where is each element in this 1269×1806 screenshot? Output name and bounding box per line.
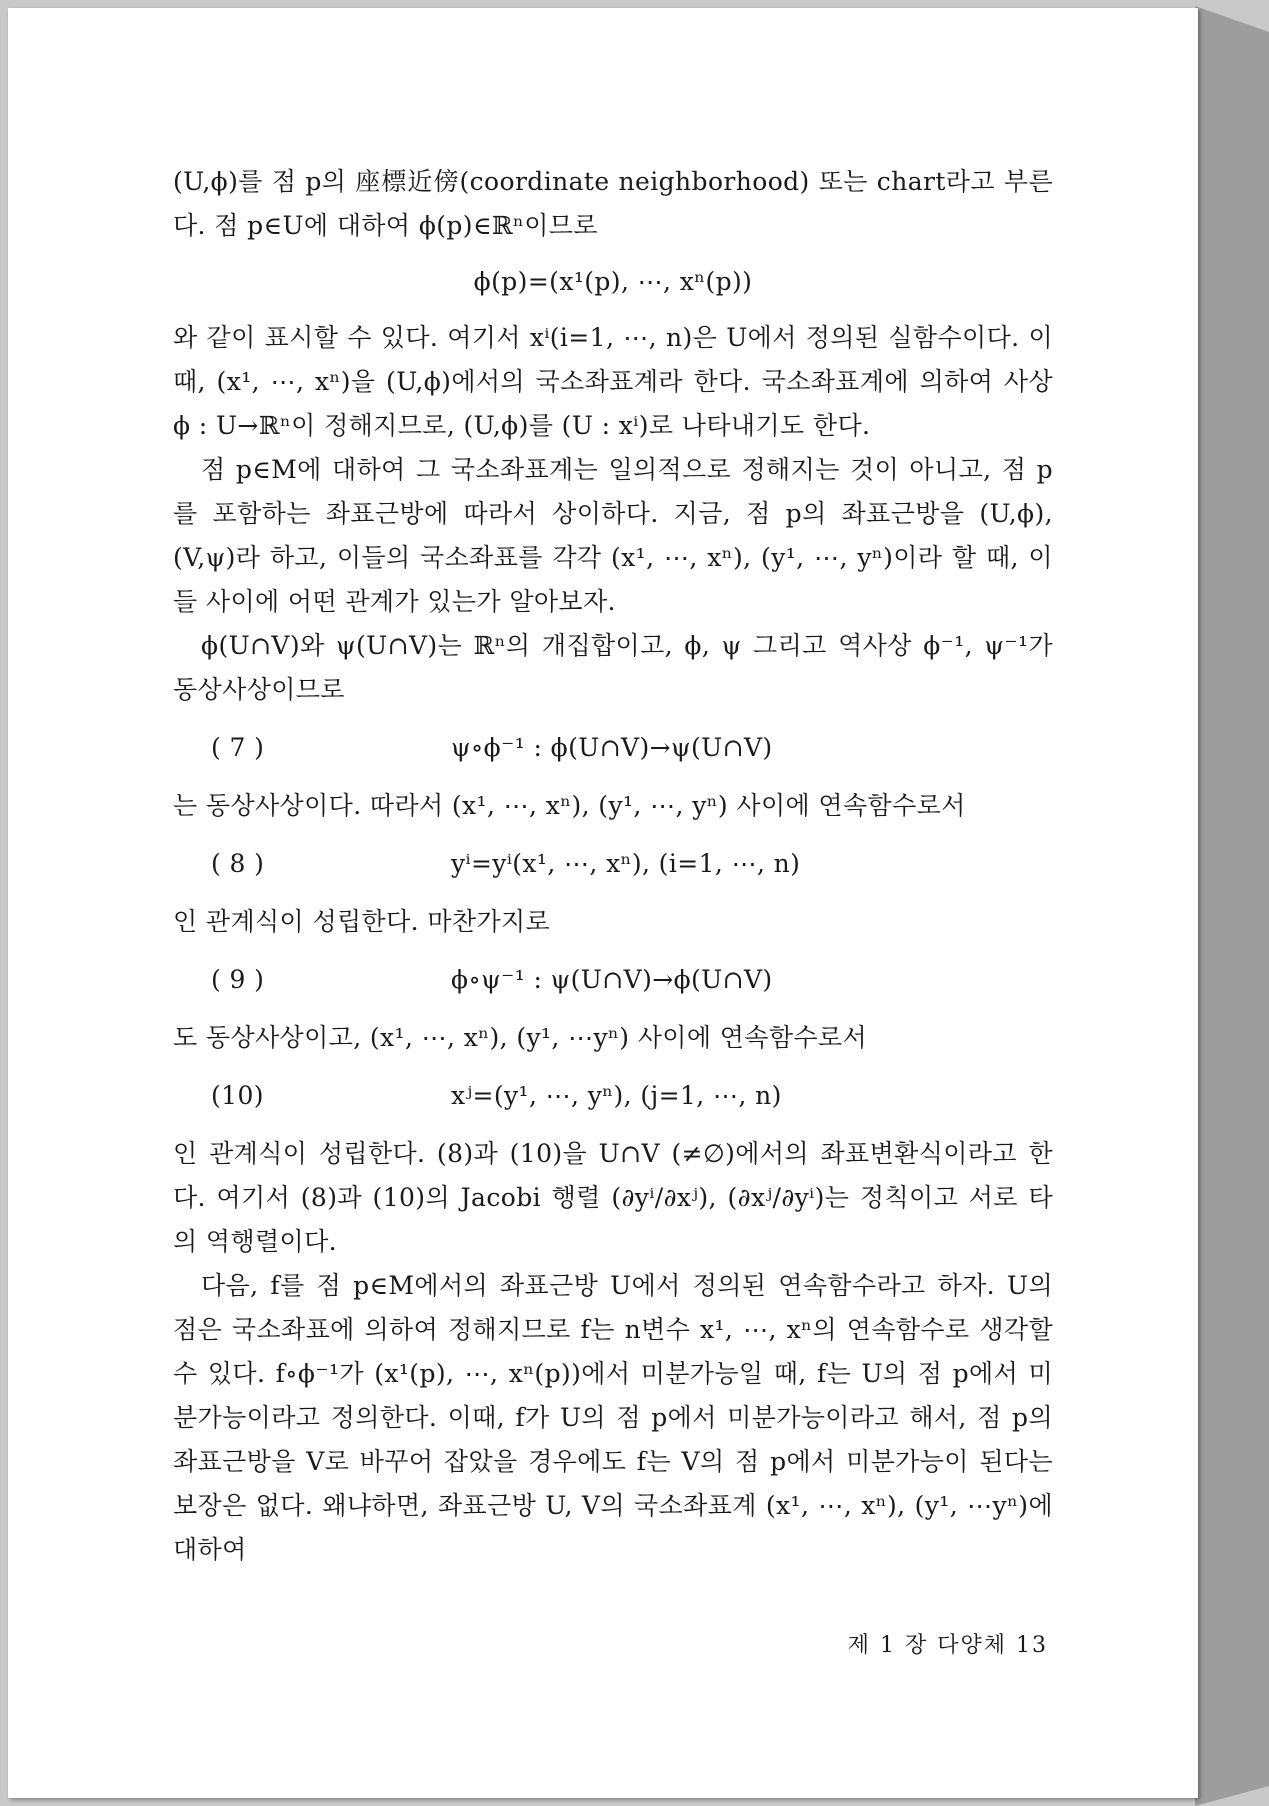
book-page xyxy=(8,8,1198,1798)
page-body xyxy=(173,160,1053,1572)
paragraph-local-coordinates: 와 같이 표시할 수 있다. 여기서 xⁱ(i=1, ⋯, n)은 U에서 정의된 실함수이다. 이때, (x¹, ⋯, xⁿ)을 (U,ϕ)에서의 국소좌표계라 한다. 국소좌표계에 의하여 사상 ϕ : U→ℝⁿ이 정해지므로, (U,ϕ)를 (U : xⁱ)로 나타내기도 한다. xyxy=(173,323,1053,440)
book-side-edge xyxy=(1195,6,1269,1806)
paragraph-differentiability: 다음, f를 점 p∈M에서의 좌표근방 U에서 정의된 연속함수라고 하자. U의 점은 국소좌표에 의하여 정해지므로 f는 n변수 x¹, ⋯, xⁿ의 연속함수로 생각할 수 있다. f∘ϕ⁻¹가 (x¹(p), ⋯, xⁿ(p))에서 미분가능일 때, f는 U의 점 p에서 미분가능이라고 정의한다. 이때, f가 U의 점 p에서 미분가능이라고 해서, 점 p의 좌표근방을 V로 바꾸어 잡았을 경우에도 f는 V의 점 p에서 미분가능이 된다는 보장은 없다. 왜냐하면, 좌표근방 U, V의 국소좌표계 (x¹, ⋯, xⁿ), (y¹, ⋯yⁿ)에 대하여 xyxy=(173,1271,1053,1564)
paragraph-after-eq9: 도 동상사상이고, (x¹, ⋯, xⁿ), (y¹, ⋯yⁿ) 사이에 연속함수로서 xyxy=(173,1023,868,1052)
paragraph-coordinate-transformation: 인 관계식이 성립한다. (8)과 (10)을 U∩V (≠∅)에서의 좌표변환식이라고 한다. 여기서 (8)과 (10)의 Jacobi 행렬 (∂yⁱ/∂xʲ), (∂xʲ/∂yⁱ)는 정칙이고 서로 타의 역행렬이다. xyxy=(173,1139,1053,1256)
page-footer: 제 1 장 다양체 13 xyxy=(847,1633,1048,1658)
equation-10 xyxy=(173,1074,1053,1118)
equation-number: ( 8 ) xyxy=(211,849,265,878)
equation-number: ( 9 ) xyxy=(211,965,265,994)
equation-body: yⁱ=yⁱ(x¹, ⋯, xⁿ), (i=1, ⋯, n) xyxy=(451,849,801,878)
paragraph-after-eq7: 는 동상사상이다. 따라서 (x¹, ⋯, xⁿ), (y¹, ⋯, yⁿ) 사이에 연속함수로서 xyxy=(173,791,966,820)
paragraph-open-sets: ϕ(U∩V)와 ψ(U∩V)는 ℝⁿ의 개집합이고, ϕ, ψ 그리고 역사상 ϕ⁻¹, ψ⁻¹가 동상사상이므로 xyxy=(173,631,1053,704)
equation-number: ( 7 ) xyxy=(211,733,265,762)
equation-7 xyxy=(173,726,1053,770)
equation-number: (10) xyxy=(211,1081,264,1110)
equation-body: ϕ∘ψ⁻¹ : ψ(U∩V)→ϕ(U∩V) xyxy=(451,965,773,994)
equation-phi-p: ϕ(p)=(x¹(p), ⋯, xⁿ(p)) xyxy=(473,267,753,296)
paragraph-chart-definition: (U,ϕ)를 점 p의 座標近傍(coordinate neighborhood) 또는 chart라고 부른다. 점 p∈U에 대하여 ϕ(p)∈ℝⁿ이므로 xyxy=(173,167,1053,240)
equation-9 xyxy=(173,958,1053,1002)
equation-body: xʲ=(y¹, ⋯, yⁿ), (j=1, ⋯, n) xyxy=(451,1081,782,1110)
equation-8 xyxy=(173,842,1053,886)
paragraph-coordinate-uniqueness: 점 p∈M에 대하여 그 국소좌표계는 일의적으로 정해지는 것이 아니고, 점 p를 포함하는 좌표근방에 따라서 상이하다. 지금, 점 p의 좌표근방을 (U,ϕ), (V,ψ)라 하고, 이들의 국소좌표를 각각 (x¹, ⋯, xⁿ), (y¹, ⋯, yⁿ)이라 할 때, 이들 사이에 어떤 관계가 있는가 알아보자. xyxy=(173,455,1053,616)
equation-body: ψ∘ϕ⁻¹ : ϕ(U∩V)→ψ(U∩V) xyxy=(451,733,773,762)
paragraph-after-eq8: 인 관계식이 성립한다. 마찬가지로 xyxy=(173,907,551,936)
